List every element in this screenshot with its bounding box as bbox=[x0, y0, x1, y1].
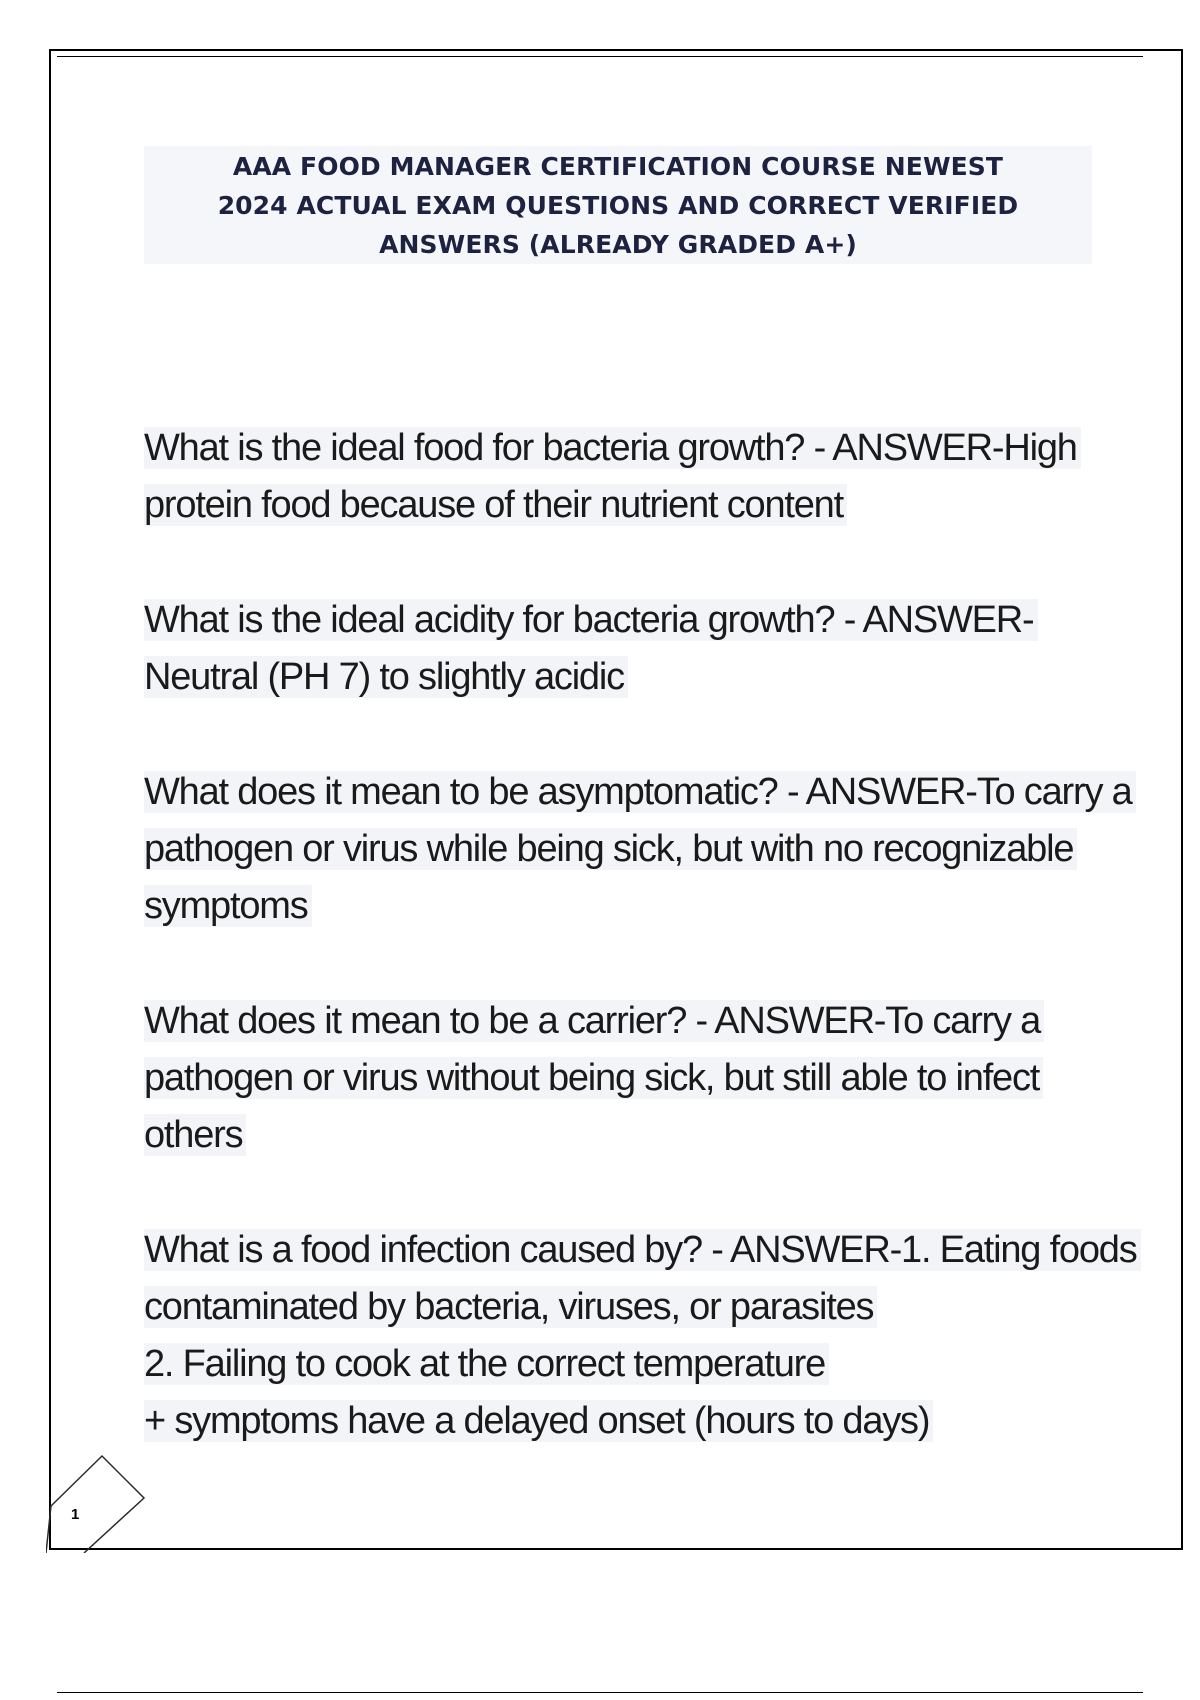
qa-line: 2. Failing to cook at the correct temperature bbox=[144, 1336, 1084, 1393]
document-title bbox=[144, 146, 1092, 264]
qa-line: What is a food infection caused by? - ANSWER-1. Eating foods bbox=[144, 1222, 1084, 1279]
bottom-rule bbox=[57, 1692, 1143, 1693]
qa-line: pathogen or virus while being sick, but with no recognizable bbox=[144, 821, 1084, 878]
title-line-1: AAA FOOD MANAGER CERTIFICATION COURSE NEWEST bbox=[232, 151, 1004, 181]
qa-line: What is the ideal food for bacteria growth? - ANSWER-High bbox=[144, 420, 1084, 477]
page-number-badge bbox=[46, 1453, 146, 1553]
qa-line: symptoms bbox=[144, 878, 1084, 935]
qa-item-ideal-food bbox=[144, 420, 1084, 534]
qa-line: What is the ideal acidity for bacteria growth? - ANSWER- bbox=[144, 592, 1084, 649]
qa-line: + symptoms have a delayed onset (hours to days) bbox=[144, 1393, 1084, 1450]
diamond-shape-icon bbox=[46, 1453, 146, 1553]
qa-line: Neutral (PH 7) to slightly acidic bbox=[144, 649, 1084, 706]
qa-line: What does it mean to be a carrier? - ANSWER-To carry a bbox=[144, 993, 1084, 1050]
page-number: 1 bbox=[71, 1506, 80, 1523]
qa-item-asymptomatic bbox=[144, 764, 1132, 935]
qa-line: pathogen or virus without being sick, but still able to infect bbox=[144, 1050, 1084, 1107]
qa-line: protein food because of their nutrient content bbox=[144, 477, 1084, 534]
qa-line: contaminated by bacteria, viruses, or parasites bbox=[144, 1279, 1084, 1336]
title-line-2: 2024 ACTUAL EXAM QUESTIONS AND CORRECT VERIFIED bbox=[217, 190, 1019, 220]
qa-line: others bbox=[144, 1107, 1084, 1164]
qa-item-food-infection bbox=[144, 1222, 1137, 1450]
qa-item-carrier bbox=[144, 993, 1084, 1164]
title-line-3: ANSWERS (ALREADY GRADED A+) bbox=[379, 229, 857, 259]
qa-item-ideal-acidity bbox=[144, 592, 1084, 706]
qa-line: What does it mean to be asymptomatic? - ANSWER-To carry a bbox=[144, 764, 1084, 821]
